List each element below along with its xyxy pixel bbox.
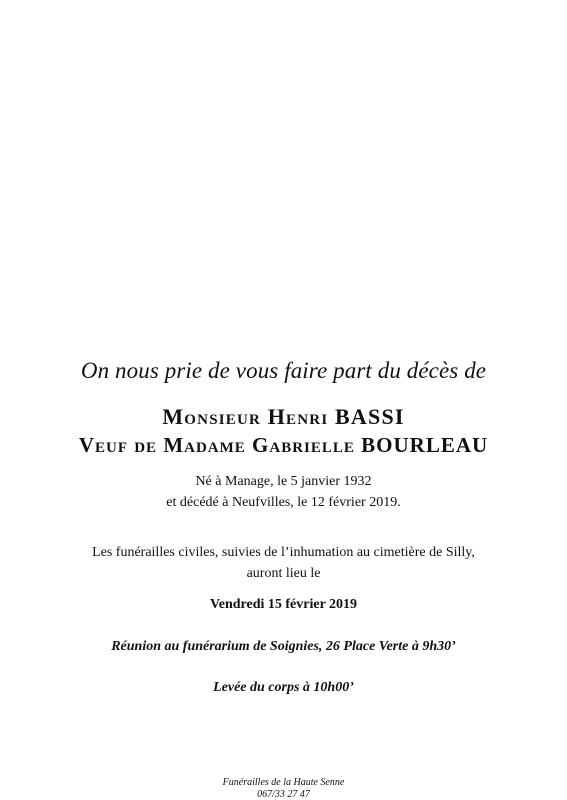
intro-line: On nous prie de vous faire part du décès de <box>80 358 487 383</box>
funeral-home-phone: 067/33 27 47 <box>257 789 310 800</box>
death-line: et décédé à Neufvilles, le 12 février 2019. <box>166 495 401 510</box>
funeral-details-line-1: Les funérailles civiles, suivies de l’inhumation au cimetière de Silly, <box>92 545 475 560</box>
widow-line: Veuf de Madame Gabrielle BOURLEAU <box>78 433 489 457</box>
levee-details: Levée du corps à 10h00’ <box>213 680 354 695</box>
funeral-details-line-2: auront lieu le <box>246 566 321 581</box>
deceased-name: Monsieur Henri BASSI <box>162 404 405 429</box>
birth-line: Né à Manage, le 5 janvier 1932 <box>195 474 372 489</box>
funeral-date: Vendredi 15 février 2019 <box>209 597 358 612</box>
meeting-details: Réunion au funérarium de Soignies, 26 Place Verte à 9h30’ <box>111 639 456 654</box>
funeral-home-name: Funérailles de la Haute Senne <box>222 777 345 788</box>
